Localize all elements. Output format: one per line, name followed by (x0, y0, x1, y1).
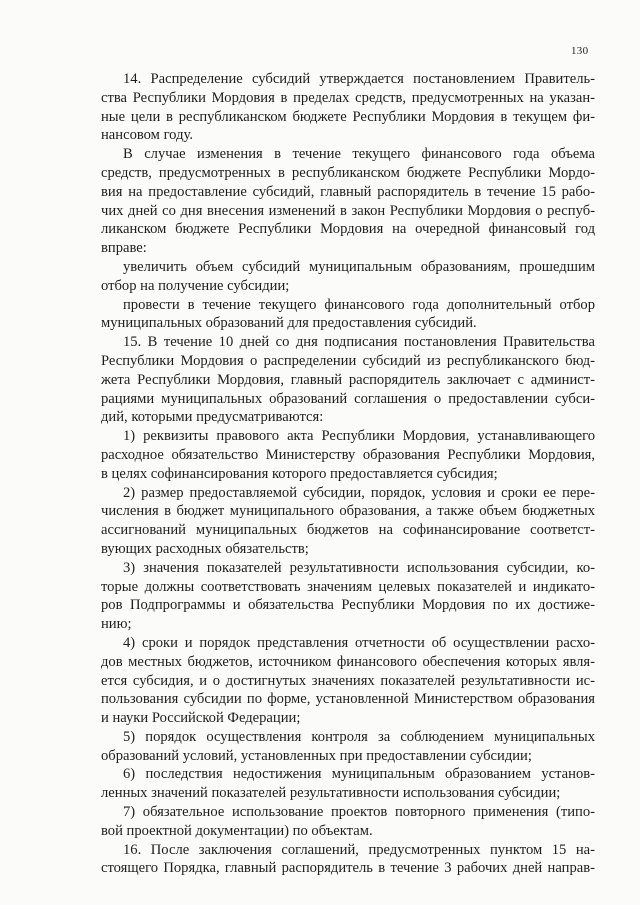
paragraph (101, 841, 595, 879)
text-line: 16. После заключения соглашений, предусмотренных пунктом 15 на- (123, 841, 595, 858)
text-line: числения в бюджет муниципального образования, а также объем бюджетных (101, 503, 595, 520)
text-line: вия на предоставление субсидий, главный распорядитель в течение 15 рабо- (101, 183, 595, 200)
text-line: дов местных бюджетов, источником финансового обеспечения которых явля- (101, 653, 595, 670)
text-line: 1) реквизиты правового акта Республики Мордовия, устанавливающего (123, 428, 595, 445)
paragraph (101, 70, 595, 145)
paragraph (101, 634, 595, 728)
paragraph (101, 296, 595, 334)
text-line: нию; (101, 616, 132, 633)
text-line: увеличить объем субсидий муниципальным образованиям, прошедшим (123, 258, 595, 275)
text-line: образований условий, установленных при предоставлении субсидии; (101, 747, 532, 764)
text-line: провести в течение текущего финансового года дополнительный отбор (123, 296, 595, 313)
text-line: жета Республики Мордовия, главный распорядитель заключает с админист- (101, 371, 595, 388)
text-line: чих дней со дня внесения изменений в закон Республики Мордовия о респуб- (101, 202, 595, 219)
text-line: ется субсидия, и о достигнутых значениях показателей результативности ис- (101, 672, 595, 689)
text-line: ликанском бюджете Республики Мордовия на очередной финансовый год (101, 221, 595, 238)
paragraph (101, 484, 595, 559)
document-body (101, 70, 595, 878)
paragraph (101, 145, 595, 258)
paragraph (101, 333, 595, 427)
text-line: средств, предусмотренных в республиканском бюджете Республики Мордо- (101, 164, 595, 181)
paragraph (101, 803, 595, 841)
text-line: нансовом году. (101, 127, 193, 144)
paragraph (101, 728, 595, 766)
text-line: торые должны соответствовать значениям целевых показателей и индикато- (101, 578, 595, 595)
text-line: ленных значений показателей результативности использования субсидии; (101, 785, 561, 802)
text-line: и науки Российской Федерации; (101, 710, 301, 727)
paragraph (101, 427, 595, 483)
text-line: 4) сроки и порядок представления отчетности об осуществлении расхо- (123, 634, 595, 651)
text-line: 14. Распределение субсидий утверждается постановлением Правитель- (123, 71, 595, 87)
text-line: 15. В течение 10 дней со дня подписания постановления Правительства (123, 334, 595, 351)
text-line: в целях софинансирования которого предоставляется субсидия; (101, 465, 498, 482)
text-line: 2) размер предоставляемой субсидии, порядок, условия и сроки ее пере- (123, 484, 595, 501)
text-line: рациями муниципальных образований соглашения о предоставлении субси- (101, 390, 595, 407)
text-line: 7) обязательное использование проектов повторного применения (типо- (123, 804, 595, 821)
text-line: ные цели в республиканском бюджете Республики Мордовия в текущем фи- (101, 108, 595, 125)
text-line: В случае изменения в течение текущего финансового года объема (123, 146, 595, 163)
paragraph (101, 765, 595, 803)
text-line: стоящего Порядка, главный распорядитель в течение 3 рабочих дней направ- (101, 860, 595, 877)
paragraph (101, 559, 595, 634)
text-line: расходное обязательство Министерству образования Республики Мордовия, (101, 446, 595, 463)
text-line: Республики Мордовия о распределении субсидий из республиканского бюд- (101, 352, 595, 369)
text-line: ассигнований муниципальных бюджетов на софинансирование соответст- (101, 522, 595, 539)
text-line: вправе: (101, 240, 147, 257)
text-line: 5) порядок осуществления контроля за соблюдением муниципальных (123, 728, 595, 745)
text-line: пользования субсидии по форме, установленной Министерством образования (101, 691, 595, 708)
text-line: вующих расходных обязательств; (101, 540, 309, 557)
text-line: отбор на получение субсидии; (101, 277, 290, 294)
paragraph (101, 258, 595, 296)
page-number: 130 (571, 45, 589, 57)
text-line: ров Подпрограммы и обязательства Республики Мордовия по их достиже- (101, 597, 595, 614)
text-line: 6) последствия недостижения муниципальным образованием установ- (123, 766, 595, 783)
text-line: вой проектной документации) по объектам. (101, 822, 373, 839)
text-line: 3) значения показателей результативности использования субсидии, ко- (123, 559, 595, 576)
text-line: ства Республики Мордовия в пределах средств, предусмотренных на указан- (101, 89, 595, 106)
text-line: дий, которыми предусматриваются: (101, 409, 324, 426)
text-line: муниципальных образований для предоставления субсидий. (101, 315, 477, 332)
